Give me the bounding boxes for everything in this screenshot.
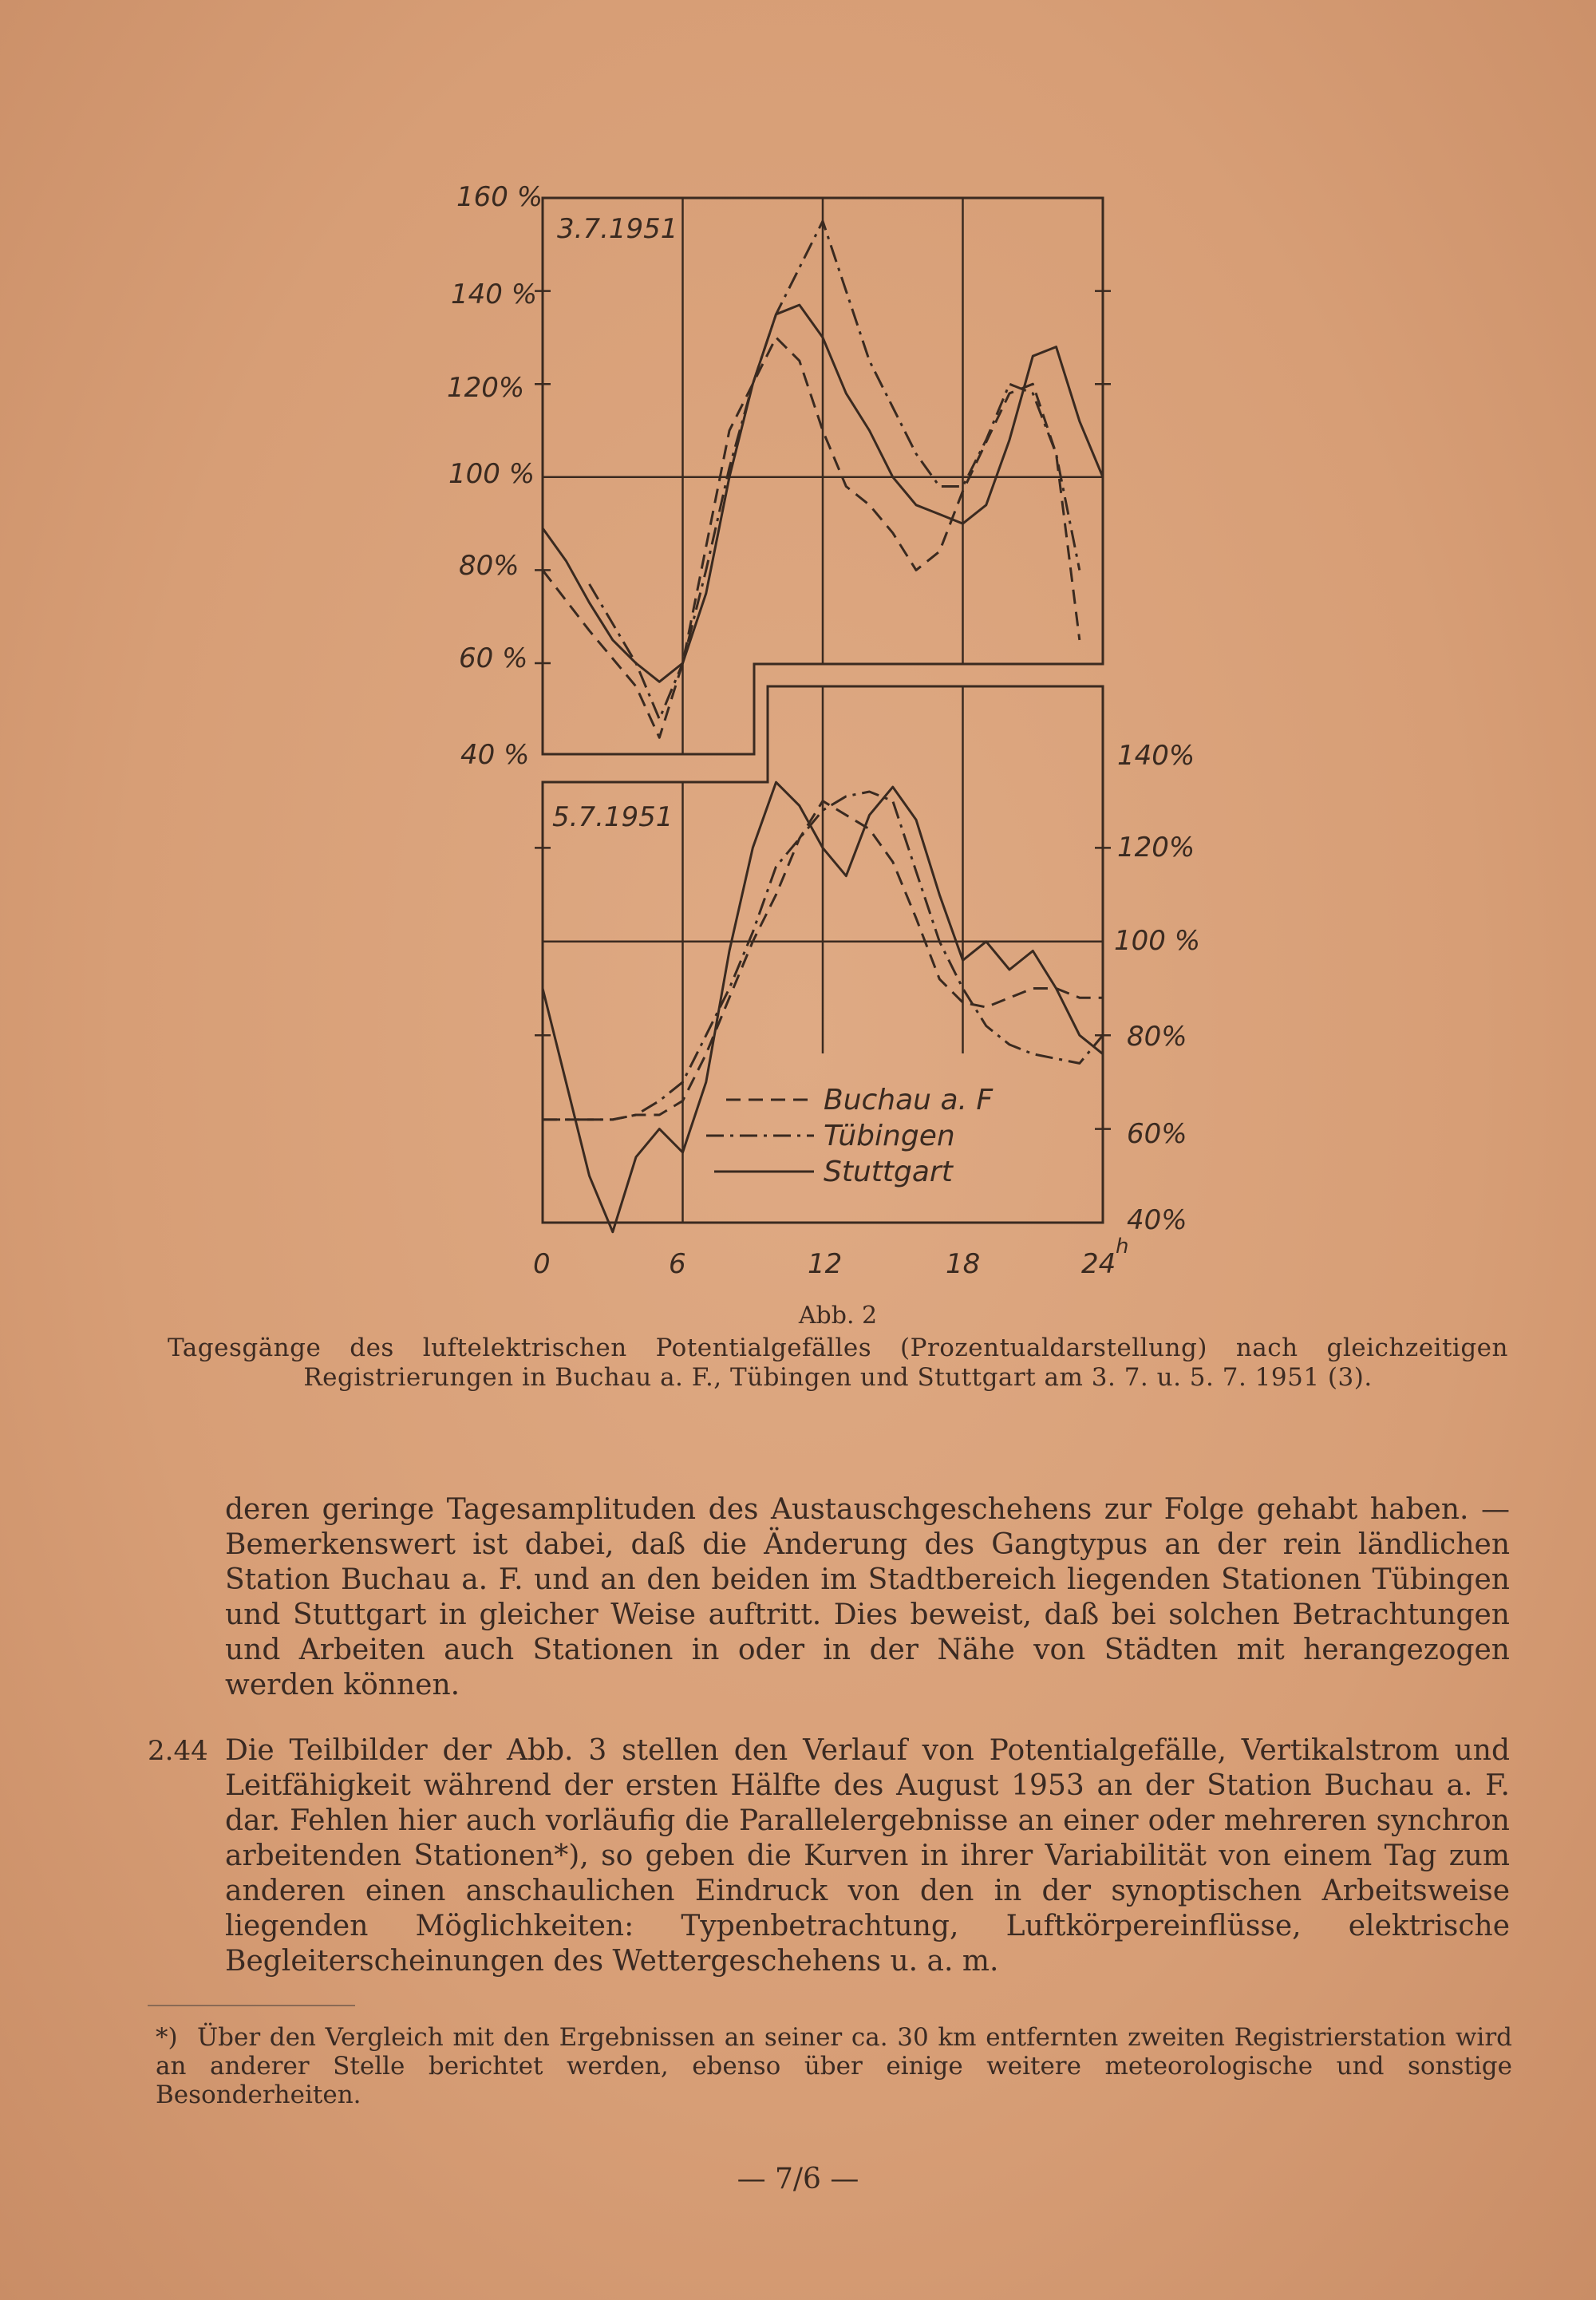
x-tick-label-18: 18 <box>946 1248 981 1280</box>
footnote-rule <box>148 2005 355 2006</box>
figure-caption-text: Tagesgänge des luftelektrischen Potentialgefälles (Prozentualdarstellung) nach gleichzeitigen Registrierungen in Buchau a. F., Tübingen und Stuttgart am 3. 7. u. 5. 7. 1951 (3). <box>168 1334 1508 1392</box>
y-label-left-80: 80% <box>459 550 519 582</box>
y-label-left-140: 140 % <box>451 279 538 310</box>
y-label-left-120: 120% <box>447 372 525 404</box>
y-label-left-60: 60 % <box>459 642 528 674</box>
figure-number: Abb. 2 <box>798 1302 878 1330</box>
panel-top-date: 3.7.1951 <box>557 213 678 245</box>
footnote-text: Über den Vergleich mit den Ergebnissen an seiner ca. 30 km entfernten zweiten Registrierstation wird an anderer Stelle berichtet werden, ebenso über einige weitere meteorologische und sonstige Besonderheiten. <box>156 2023 1512 2109</box>
legend-label-tuebingen: Tübingen <box>824 1120 955 1152</box>
y-label-right-40: 40% <box>1127 1204 1187 1236</box>
y-label-right-80: 80% <box>1127 1021 1187 1053</box>
paragraph-2-44: Die Teilbilder der Abb. 3 stellen den Verlauf von Potentialgefälle, Vertikalstrom und Leitfähigkeit während der ersten Hälfte des August 1953 an der Station Buchau a. F. dar. Fehlen hier auch vorläufig die Parallelergebnisse an einer oder mehreren synchron arbeitenden Stationen*), so geben die Kurven in ihrer Variabilität von einem Tag zum anderen einen anschaulichen Eindruck von den in der synoptischen Arbeitsweise liegenden Möglichkeiten: Typenbetrachtung, Luftkörpereinflüsse, elektrische Begleiterscheinungen des Wettergeschehens u. a. m. <box>225 1734 1510 1978</box>
section-number: 2.44 <box>148 1735 208 1767</box>
x-tick-label-12: 12 <box>808 1248 843 1280</box>
x-unit-label: h <box>1116 1235 1129 1259</box>
series-buchau-a-f-panel-1 <box>543 338 1080 737</box>
y-label-right-120: 120% <box>1117 832 1195 863</box>
x-tick-label-24: 24 <box>1081 1248 1116 1280</box>
y-label-right-140: 140% <box>1117 740 1195 772</box>
legend-label-buchau: Buchau a. F <box>824 1084 994 1116</box>
y-label-left-40: 40 % <box>460 739 530 771</box>
y-label-left-160: 160 % <box>456 181 543 213</box>
footnote-marker: *) <box>156 2023 178 2052</box>
x-tick-label-6: 6 <box>669 1248 686 1280</box>
page-number: — 7/6 — <box>737 2163 859 2195</box>
figure-caption <box>168 1301 1508 1393</box>
series-tübingen-panel-1 <box>590 221 1080 719</box>
y-label-right-60: 60% <box>1127 1118 1187 1150</box>
panel-bottom-date: 5.7.1951 <box>552 801 674 833</box>
y-label-right-100: 100 % <box>1114 925 1201 957</box>
footnote <box>156 2023 1512 2109</box>
x-tick-label-0: 0 <box>533 1248 551 1280</box>
paragraph-continuation: deren geringe Tagesamplituden des Austauschgeschehens zur Folge gehabt haben. — Bemerkenswert ist dabei, daß die Änderung des Gangtypus an der rein ländlichen Station Buchau a. F. und an den beiden im Stadtbereich liegenden Stationen Tübingen und Stuttgart in gleicher Weise auftritt. Dies beweist, daß bei solchen Betrachtungen und Arbeiten auch Stationen in oder in der Nähe von Städten mit herangezogen werden können. <box>225 1493 1510 1701</box>
y-label-left-100: 100 % <box>448 458 535 490</box>
legend-label-stuttgart: Stuttgart <box>824 1156 953 1188</box>
